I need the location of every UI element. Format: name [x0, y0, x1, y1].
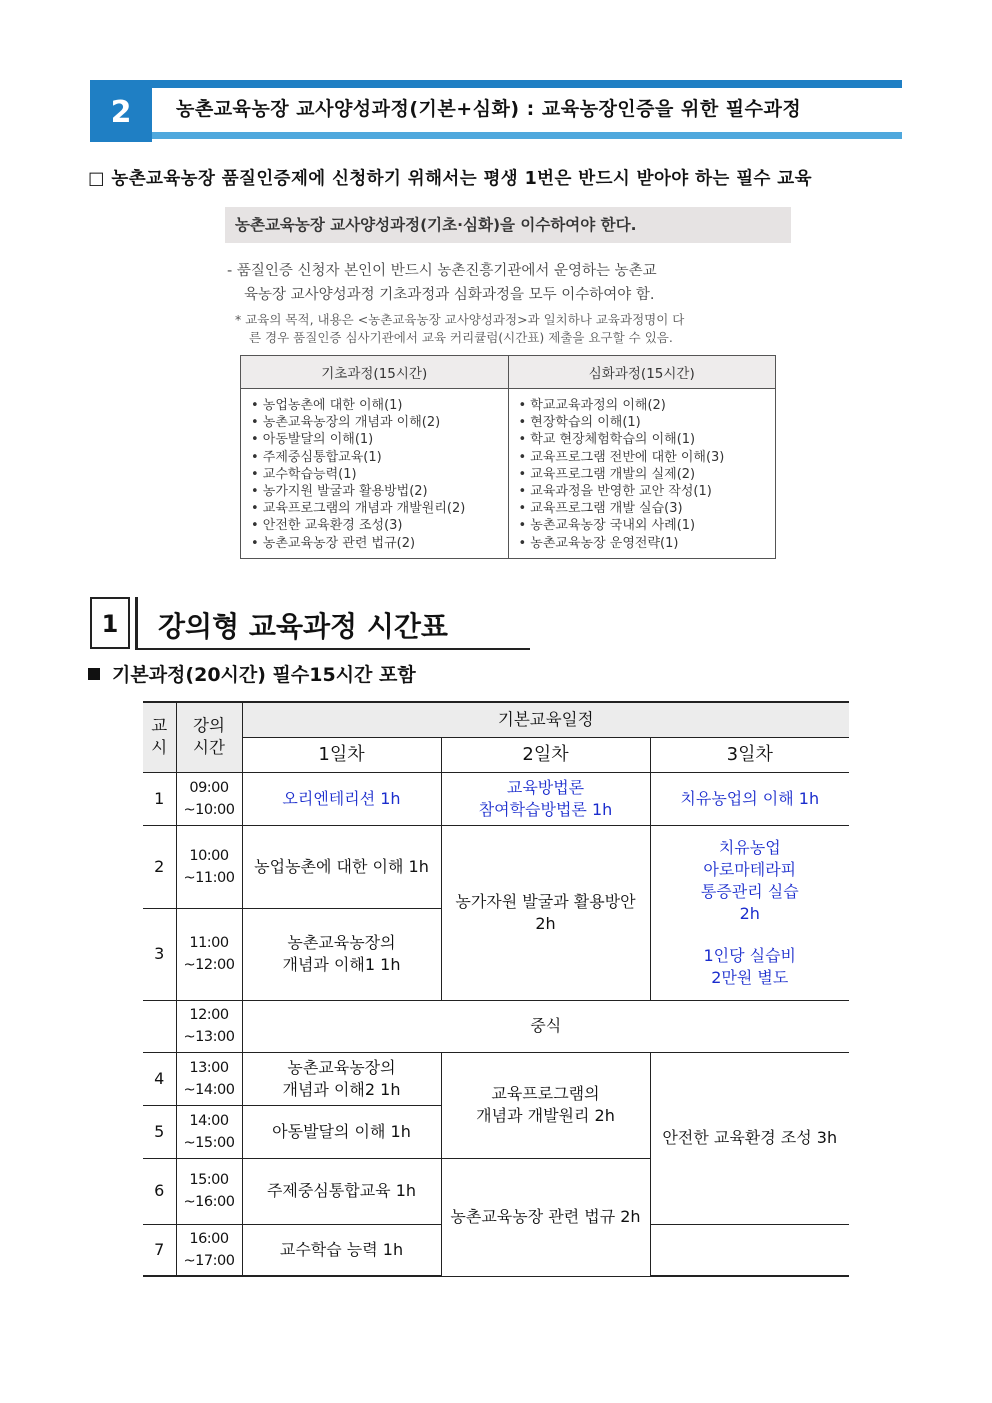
session-cell: 교수학습 능력 1h: [242, 1224, 441, 1276]
notice-text: □ 농촌교육농장 품질인증제에 신청하기 위해서는 평생 1번은 반드시 받아야 하는 필수 교육: [88, 169, 812, 189]
session-line: 참여학습방법론 1h: [478, 799, 613, 819]
course-item: • 농촌교육농장 국내외 사례(1): [518, 518, 696, 534]
period-number: 1: [143, 772, 176, 825]
session-cell: 아동발달의 이해 1h: [242, 1105, 441, 1158]
time-start: 16:00: [189, 1230, 229, 1247]
subheading-text: 기본과정(20시간) 필수15시간 포함: [112, 664, 416, 686]
session-line: 농촌교육농장의: [287, 1057, 396, 1077]
session-line: 농촌교육농장의: [287, 933, 396, 952]
excerpt-requirement: [227, 259, 787, 307]
course-item: • 농업농촌에 대한 이해(1): [251, 398, 403, 413]
heading-divider: [135, 597, 138, 650]
course-item: • 주제중심통합교육(1): [251, 449, 382, 465]
period-number: [143, 1000, 176, 1052]
session-cell: [242, 1052, 441, 1105]
header-bottom-rule: [152, 132, 902, 139]
time-start: 12:00: [189, 1007, 229, 1023]
time-slot: [176, 1105, 242, 1158]
session-cell: [441, 825, 650, 1000]
time-start: 10:00: [189, 847, 229, 864]
course-item: • 농촌교육농장 운영전략(1): [518, 535, 679, 551]
time-header-line: 강의: [193, 716, 225, 736]
time-end: ~16:00: [183, 1194, 235, 1210]
advanced-course-title: 심화과정(15시간): [508, 356, 776, 389]
time-slot: [176, 1000, 242, 1052]
course-item: • 교육프로그램 전반에 대한 이해(3): [518, 449, 725, 465]
time-slot: [176, 908, 242, 1000]
time-slot: [176, 1158, 242, 1224]
period-number: 5: [143, 1105, 176, 1158]
time-end: ~15:00: [183, 1134, 235, 1151]
session-cell: [242, 908, 441, 1000]
time-end: ~12:00: [183, 957, 235, 973]
time-header: [176, 702, 242, 772]
period-number: 2: [143, 825, 176, 908]
period-header-line: 교: [151, 716, 168, 736]
time-end: ~13:00: [183, 1029, 235, 1045]
session-line: 아로마테라피: [703, 859, 797, 879]
period-number: 4: [143, 1052, 176, 1105]
time-header-line: 시간: [193, 738, 225, 758]
square-bullet-icon: [88, 668, 100, 680]
time-slot: [176, 1224, 242, 1276]
session-line: 개념과 개발원리 2h: [476, 1106, 615, 1125]
session-line: 치유농업: [718, 837, 781, 857]
session-line: 농가자원 발굴과 활용방안: [455, 891, 636, 911]
day-header: 3일차: [650, 737, 849, 772]
course-item: • 교육프로그램 개발 실습(3): [518, 501, 683, 517]
time-start: 14:00: [189, 1112, 229, 1129]
time-end: ~10:00: [183, 801, 235, 818]
course-item: • 학교교육과정의 이해(2): [518, 398, 666, 413]
time-start: 15:00: [189, 1172, 229, 1188]
session-cell: [650, 825, 849, 1000]
excerpt-note: [235, 311, 790, 347]
session-line: 개념과 이해2 1h: [282, 1079, 401, 1099]
excerpt-requirement-line: - 품질인증 신청자 본인이 반드시 농촌진흥기관에서 운영하는 농촌교: [227, 263, 657, 279]
subheading: [88, 660, 416, 687]
session-line: 통증관리 실습: [700, 881, 799, 901]
session-line: 1인당 실습비: [703, 945, 797, 965]
basic-course-title: 기초과정(15시간): [241, 356, 509, 389]
basic-course-list: [241, 389, 509, 559]
day-header: 1일차: [242, 737, 441, 772]
session-cell: [441, 1052, 650, 1158]
session-line: 교육방법론: [506, 777, 585, 797]
session-line: 2h: [535, 913, 556, 933]
section-title: 강의형 교육과정 시간표: [158, 610, 448, 643]
heading-underline: [135, 648, 530, 650]
session-line: 2h: [739, 903, 760, 923]
session-line: 교육프로그램의: [491, 1084, 600, 1103]
session-cell: 치유농업의 이해 1h: [650, 772, 849, 825]
course-item: • 교육과정을 반영한 교안 작성(1): [518, 484, 712, 500]
time-start: 11:00: [189, 935, 229, 951]
section-2-header: [90, 80, 902, 142]
course-item: • 현장학습의 이해(1): [518, 415, 641, 431]
session-cell: 오리엔테리션 1h: [242, 772, 441, 825]
period-header: [143, 702, 176, 772]
time-start: 13:00: [189, 1059, 229, 1076]
lunch-break: 중식: [242, 1000, 849, 1052]
course-item: • 학교 현장체험학습의 이해(1): [518, 432, 696, 448]
period-number: 7: [143, 1224, 176, 1276]
time-slot: [176, 772, 242, 825]
excerpt-note-line: * 교육의 목적, 내용은 <농촌교육농장 교사양성과정>과 일치하나 교육과정명이 다: [235, 312, 685, 327]
course-item: • 교육프로그램의 개념과 개발원리(2): [251, 501, 466, 517]
session-cell: 농촌교육농장 관련 법규 2h: [441, 1158, 650, 1276]
course-item: • 농가지원 발굴과 활용방법(2): [251, 484, 428, 500]
time-slot: [176, 1052, 242, 1105]
time-end: ~11:00: [183, 869, 235, 886]
period-header-line: 시: [151, 738, 168, 758]
session-line: 2만원 별도: [711, 967, 789, 987]
section-number: 2: [90, 80, 152, 142]
day-header: 2일차: [441, 737, 650, 772]
empty-cell: [650, 1224, 849, 1276]
time-slot: [176, 825, 242, 908]
session-cell: 주제중심통합교육 1h: [242, 1158, 441, 1224]
excerpt-heading: 농촌교육농장 교사양성과정(기초·심화)을 이수하여야 한다.: [225, 207, 791, 243]
session-cell: [441, 772, 650, 825]
session-cell: 농업농촌에 대한 이해 1h: [242, 825, 441, 908]
requirement-excerpt: [225, 207, 791, 551]
time-end: ~14:00: [183, 1081, 235, 1098]
section-number: 1: [90, 597, 130, 649]
course-item: • 안전한 교육환경 조성(3): [251, 518, 403, 534]
header-top-rule: [90, 80, 902, 88]
timetable: [143, 701, 849, 1277]
course-item: • 교수학습능력(1): [251, 466, 357, 482]
time-start: 09:00: [189, 779, 229, 796]
course-table: [240, 355, 776, 559]
course-item: • 아동발달의 이해(1): [251, 432, 374, 448]
period-number: 6: [143, 1158, 176, 1224]
advanced-course-list: [508, 389, 776, 559]
time-end: ~17:00: [183, 1252, 235, 1269]
session-cell: 안전한 교육환경 조성 3h: [650, 1052, 849, 1224]
section-title: 농촌교육농장 교사양성과정(기본+심화) : 교육농장인증을 위한 필수과정: [176, 98, 802, 120]
course-item: • 농촌교육농장 관련 법규(2): [251, 535, 416, 551]
course-item: • 농촌교육농장의 개념과 이해(2): [251, 415, 441, 431]
period-number: 3: [143, 908, 176, 1000]
course-item: • 교육프로그램 개발의 실제(2): [518, 466, 696, 482]
excerpt-requirement-line: 육농장 교사양성과정 기초과정과 심화과정을 모두 이수하여야 함.: [244, 287, 655, 303]
schedule-title: 기본교육일정: [242, 702, 849, 737]
session-line: 개념과 이해1 1h: [282, 955, 401, 974]
excerpt-note-line: 른 경우 품질인증 심사기관에서 교육 커리큘럼(시간표) 제출을 요구할 수 있음.: [249, 330, 673, 345]
